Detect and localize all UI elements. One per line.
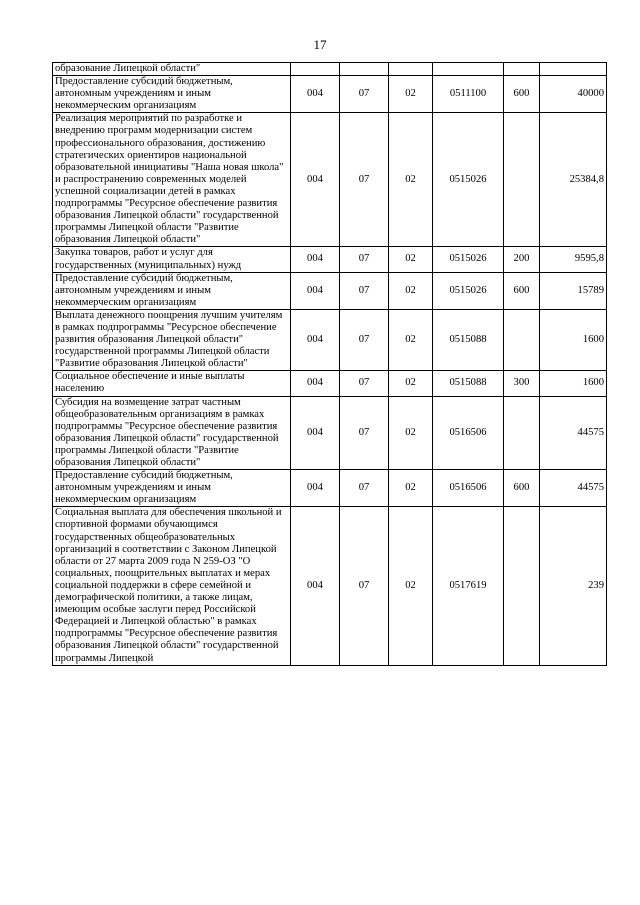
amount: 9595,8	[540, 247, 607, 272]
section-code: 07	[340, 309, 389, 370]
expense-type-code	[504, 63, 540, 76]
section-code: 07	[340, 247, 389, 272]
expense-type-code	[504, 113, 540, 247]
row-description: Выплата денежного поощрения лучшим учителям в рамках подпрограммы "Ресурсное обеспечение развития образования Липецкой области" государственной программы Липецкой области "Развитие образования Липецкой области"	[53, 309, 291, 370]
table-row	[53, 507, 607, 665]
row-description: Предоставление субсидий бюджетным, автономным учреждениям и иным некоммерческим организациям	[53, 470, 291, 507]
target-code: 0515026	[433, 272, 504, 309]
section-code: 07	[340, 396, 389, 470]
subsection-code: 02	[389, 371, 433, 396]
section-code: 07	[340, 507, 389, 665]
amount: 25384,8	[540, 113, 607, 247]
table-row	[53, 76, 607, 113]
expense-type-code: 600	[504, 470, 540, 507]
table-row	[53, 63, 607, 76]
admin-code: 004	[291, 507, 340, 665]
admin-code: 004	[291, 113, 340, 247]
expense-type-code	[504, 309, 540, 370]
subsection-code: 02	[389, 396, 433, 470]
row-description: Субсидия на возмещение затрат частным общеобразовательным организациям в рамках подпрограммы "Ресурсное обеспечение развития образования Липецкой области" государственной программы Липецкой области "Развитие образования Липецкой области"	[53, 396, 291, 470]
amount: 44575	[540, 470, 607, 507]
section-code: 07	[340, 76, 389, 113]
subsection-code: 02	[389, 272, 433, 309]
row-description: образование Липецкой области"	[53, 63, 291, 76]
admin-code: 004	[291, 247, 340, 272]
amount	[540, 63, 607, 76]
target-code	[433, 63, 504, 76]
amount: 40000	[540, 76, 607, 113]
subsection-code	[389, 63, 433, 76]
row-description: Социальное обеспечение и иные выплаты населению	[53, 371, 291, 396]
table-row	[53, 247, 607, 272]
target-code: 0511100	[433, 76, 504, 113]
subsection-code: 02	[389, 507, 433, 665]
row-description: Социальная выплата для обеспечения школьной и спортивной формами обучающимся государственных общеобразовательных организаций в соответствии с Законом Липецкой области от 27 марта 2009 года N 259-ОЗ "О социальных, поощрительных выплатах и мерах социальной поддержки в сфере семейной и демографической политики, а также лицам, имеющим особые заслуги перед Российской Федерацией и Липецкой областью" в рамках подпрограммы "Ресурсное обеспечение развития образования Липецкой области" государственной программы Липецкой	[53, 507, 291, 665]
amount: 1600	[540, 371, 607, 396]
table-row	[53, 396, 607, 470]
subsection-code: 02	[389, 247, 433, 272]
table-row	[53, 309, 607, 370]
section-code: 07	[340, 113, 389, 247]
target-code: 0515026	[433, 247, 504, 272]
page-number: 17	[313, 37, 327, 52]
admin-code: 004	[291, 470, 340, 507]
expense-type-code: 600	[504, 76, 540, 113]
table-row	[53, 470, 607, 507]
amount: 44575	[540, 396, 607, 470]
subsection-code: 02	[389, 113, 433, 247]
table-row	[53, 113, 607, 247]
admin-code: 004	[291, 309, 340, 370]
target-code: 0517619	[433, 507, 504, 665]
target-code: 0516506	[433, 396, 504, 470]
row-description: Закупка товаров, работ и услуг для государственных (муниципальных) нужд	[53, 247, 291, 272]
expense-type-code: 300	[504, 371, 540, 396]
section-code: 07	[340, 470, 389, 507]
subsection-code: 02	[389, 309, 433, 370]
target-code: 0516506	[433, 470, 504, 507]
admin-code: 004	[291, 371, 340, 396]
table-row	[53, 272, 607, 309]
row-description: Предоставление субсидий бюджетным, автономным учреждениям и иным некоммерческим организациям	[53, 272, 291, 309]
section-code: 07	[340, 371, 389, 396]
budget-table	[52, 62, 607, 666]
admin-code	[291, 63, 340, 76]
expense-type-code: 200	[504, 247, 540, 272]
target-code: 0515088	[433, 309, 504, 370]
row-description: Реализация мероприятий по разработке и внедрению программ модернизации систем профессионального образования, достижению стратегических ориентиров национальной образовательной инициативы "Наша новая школа" и распространению современных моделей успешной социализации детей в рамках подпрограммы "Ресурсное обеспечение развития образования Липецкой области" государственной программы Липецкой области "Развитие образования Липецкой области"	[53, 113, 291, 247]
subsection-code: 02	[389, 470, 433, 507]
section-code: 07	[340, 272, 389, 309]
subsection-code: 02	[389, 76, 433, 113]
expense-type-code: 600	[504, 272, 540, 309]
admin-code: 004	[291, 76, 340, 113]
amount: 1600	[540, 309, 607, 370]
target-code: 0515026	[433, 113, 504, 247]
row-description: Предоставление субсидий бюджетным, автономным учреждениям и иным некоммерческим организациям	[53, 76, 291, 113]
admin-code: 004	[291, 396, 340, 470]
table-row	[53, 371, 607, 396]
section-code	[340, 63, 389, 76]
amount: 239	[540, 507, 607, 665]
admin-code: 004	[291, 272, 340, 309]
expense-type-code	[504, 396, 540, 470]
target-code: 0515088	[433, 371, 504, 396]
amount: 15789	[540, 272, 607, 309]
expense-type-code	[504, 507, 540, 665]
